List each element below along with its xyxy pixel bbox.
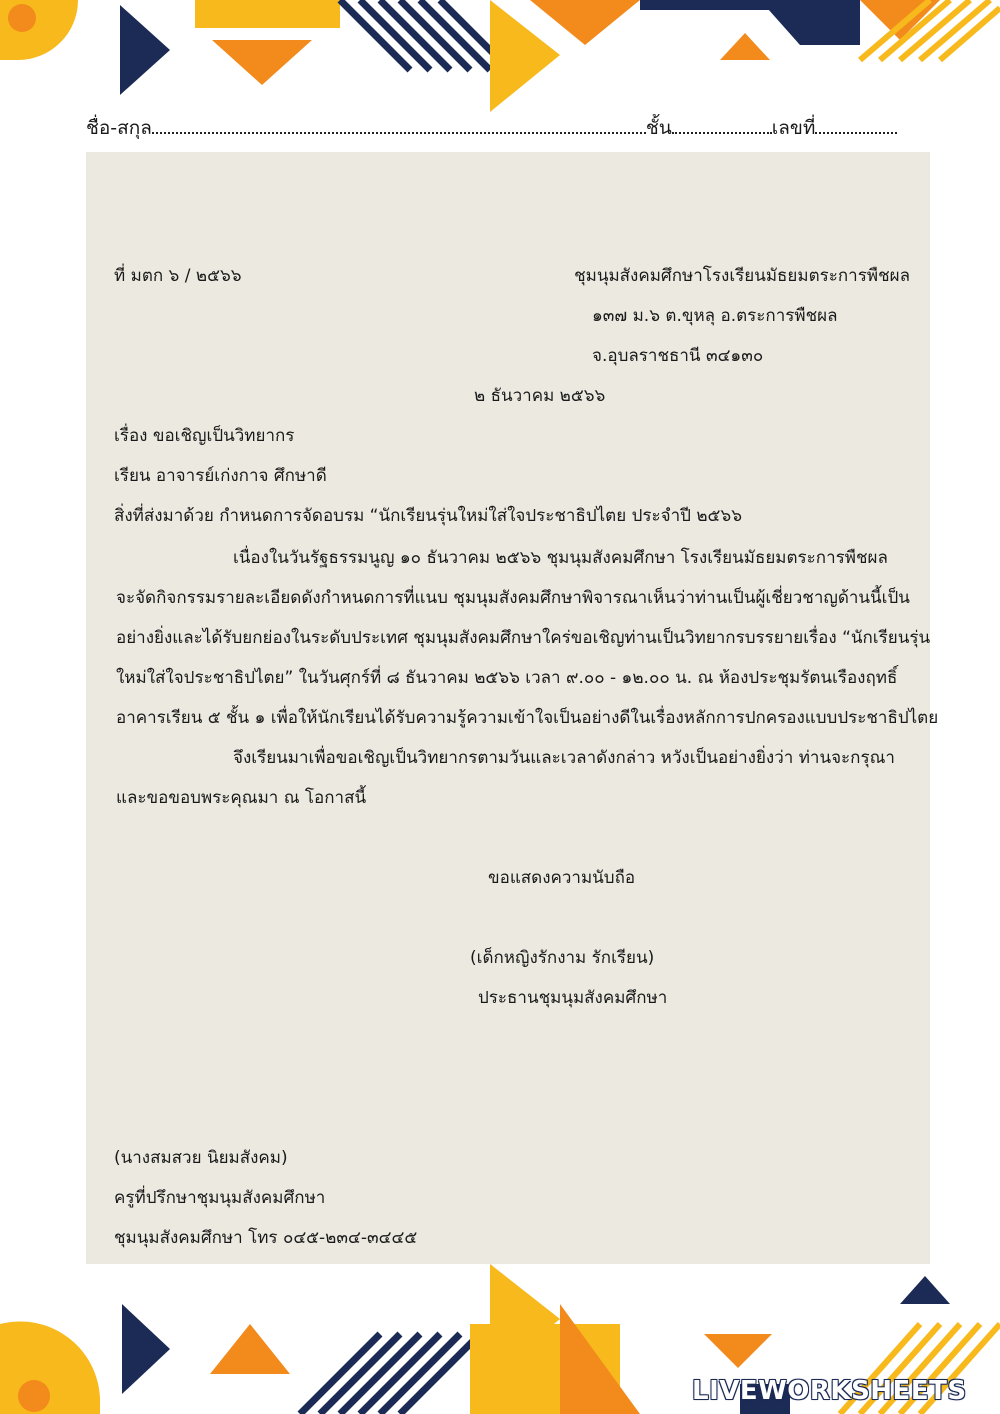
enclosure-line: สิ่งที่ส่งมาด้วย กำหนดการจัดอบรม “นักเรียนรุ่นใหม่ใส่ใจประชาธิปไตย ประจำปี ๒๕๖๖ [114, 506, 742, 526]
sender-address-line1: ชุมนุมสังคมศึกษาโรงเรียนมัธยมตระการพืชผล [574, 266, 910, 286]
closing-line: จึงเรียนมาเพื่อขอเชิญเป็นวิทยากรตามวันและเวลาดังกล่าว หวังเป็นอย่างยิ่งว่า ท่านจะกรุณา [233, 748, 895, 768]
class-blank[interactable] [672, 112, 772, 134]
body-line: จะจัดกิจกรรมรายละเอียดดังกำหนดการที่แนบ ชุมนุมสังคมศึกษาพิจารณาเห็นว่าท่านเป็นผู้เชี่ยวชาญด้านนี้เป็น [116, 588, 910, 608]
number-blank[interactable] [815, 112, 897, 134]
signer-title: ประธานชุมนุมสังคมศึกษา [478, 988, 668, 1008]
liveworksheets-logo [692, 1376, 967, 1406]
advisor-name: (นางสมสวย นิยมสังคม) [114, 1148, 288, 1168]
name-blank[interactable] [152, 112, 646, 134]
closing-line: และขอขอบพระคุณมา ณ โอกาสนี้ [116, 788, 367, 808]
body-paragraph [116, 538, 939, 738]
brand-text: LIVEWORKSHEETS [692, 1376, 967, 1406]
contact-line: ชุมนุมสังคมศึกษา โทร ๐๔๕-๒๓๔-๓๔๔๕ [114, 1228, 418, 1248]
body-line: อาคารเรียน ๕ ชั้น ๑ เพื่อให้นักเรียนได้รับความรู้ความเข้าใจเป็นอย่างดีในเรื่องหลักการปกครองแบบประชาธิปไตย [116, 708, 939, 728]
name-label: ชื่อ-สกุล [86, 117, 152, 139]
body-line: อย่างยิ่งและได้รับยกย่องในระดับประเทศ ชุมนุมสังคมศึกษาใคร่ขอเชิญท่านเป็นวิทยากรบรรยายเรื่อง “นักเรียนรุ่น [116, 628, 931, 648]
signer-name: (เด็กหญิงรักงาม รักเรียน) [470, 948, 655, 968]
sender-address-line2: ๑๓๗ ม.๖ ต.ขุหลุ อ.ตระการพืชผล [592, 306, 838, 326]
advisor-title: ครูที่ปรึกษาชุมนุมสังคมศึกษา [114, 1188, 326, 1208]
sender-address-line3: จ.อุบลราชธานี ๓๔๑๓๐ [592, 346, 764, 366]
body-line: ใหม่ใส่ใจประชาธิปไตย” ในวันศุกร์ที่ ๘ ธันวาคม ๒๕๖๖ เวลา ๙.๐๐ - ๑๒.๐๐ น. ณ ห้องประชุมรัตนเรืองฤทธิ์ [116, 668, 898, 688]
class-label: ชั้น [645, 117, 672, 139]
body-line: เนื่องในวันรัฐธรรมนูญ ๑๐ ธันวาคม ๒๕๖๖ ชุมนุมสังคมศึกษา โรงเรียนมัธยมตระการพืชผล [233, 548, 888, 568]
salutation-line: เรียน อาจารย์เก่งกาจ ศึกษาดี [114, 466, 327, 486]
sign-off: ขอแสดงความนับถือ [488, 868, 636, 888]
letter-date: ๒ ธันวาคม ๒๕๖๖ [474, 386, 606, 406]
subject-line: เรื่อง ขอเชิญเป็นวิทยากร [114, 426, 295, 446]
closing-paragraph [116, 738, 922, 818]
student-info-line [86, 112, 916, 144]
letter-panel [86, 152, 939, 1264]
reference-number: ที่ มตก ๖ / ๒๕๖๖ [114, 266, 242, 286]
number-label: เลขที่ [771, 117, 816, 139]
